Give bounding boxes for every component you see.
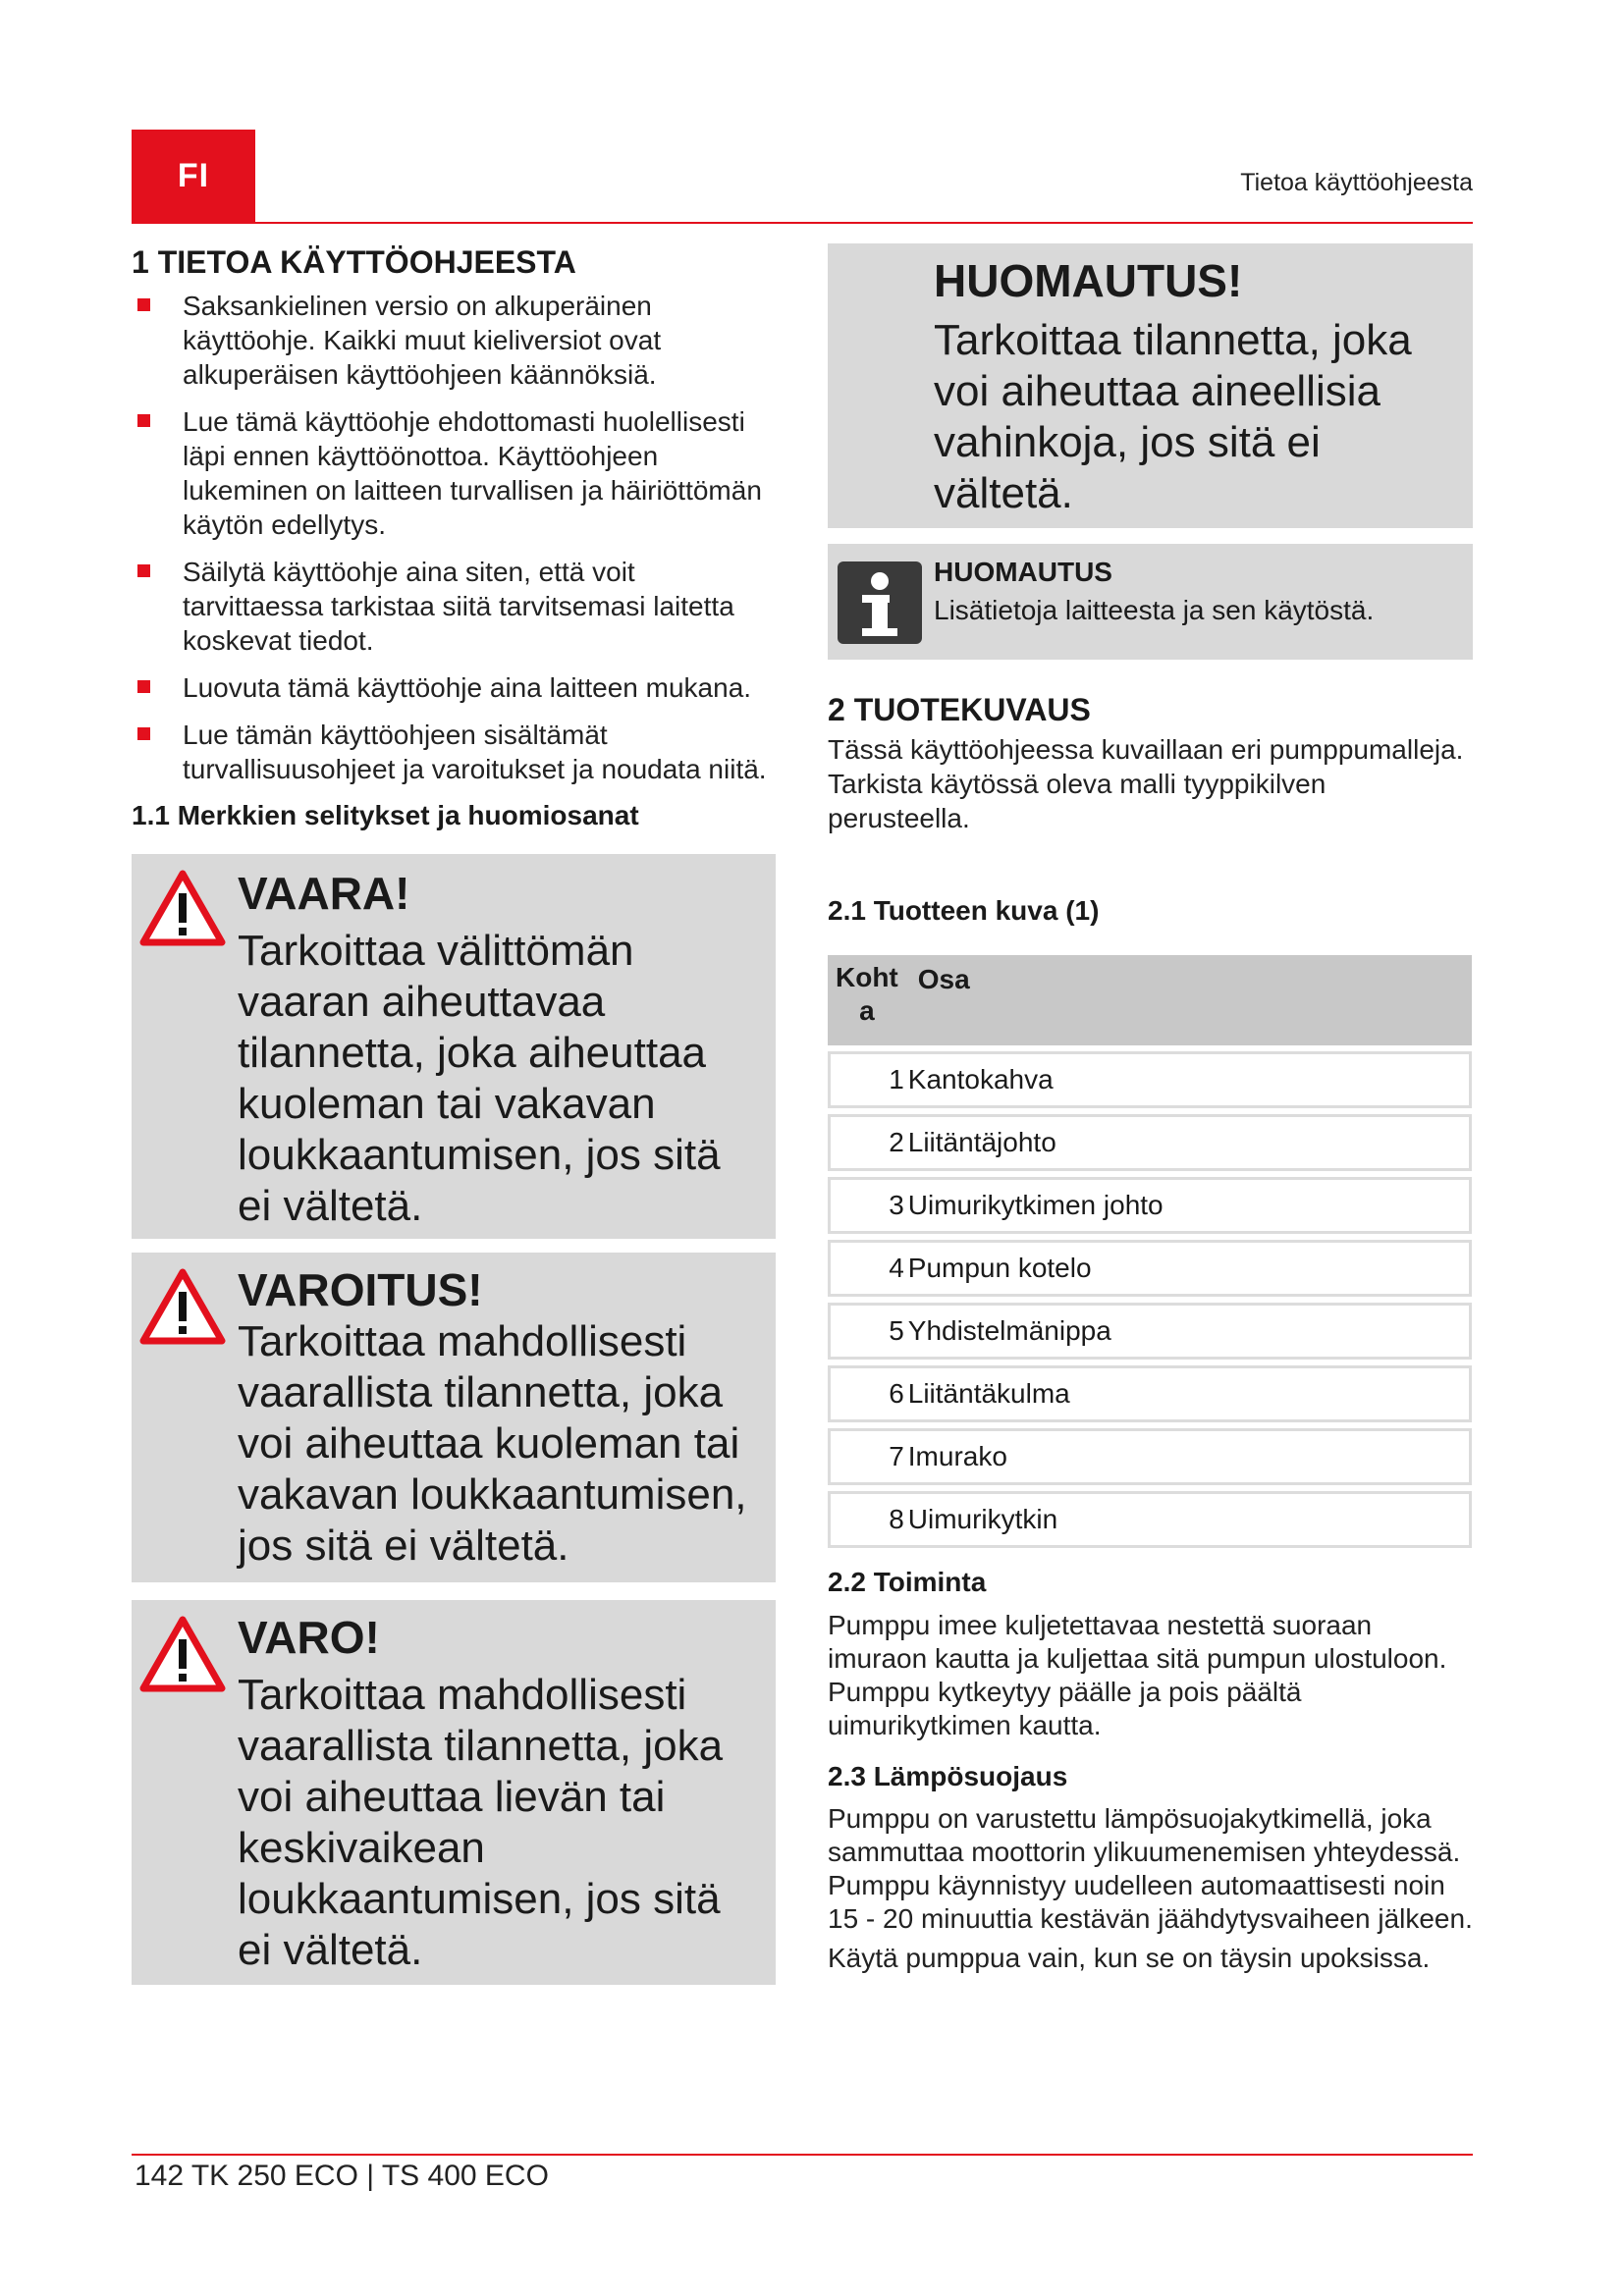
section-2-2-heading: 2.2 Toiminta: [828, 1566, 987, 1597]
part-name: Liitäntäjohto: [906, 1114, 1472, 1171]
parts-table: [828, 949, 1472, 1554]
table-row: [828, 1428, 1472, 1485]
part-number: 3: [828, 1177, 906, 1234]
section-1-heading: 1 TIETOA KÄYTTÖOHJEESTA: [132, 244, 576, 280]
table-row: [828, 1177, 1472, 1234]
page-footer: 142 TK 250 ECO | TS 400 ECO: [135, 2160, 549, 2192]
part-number: 8: [828, 1491, 906, 1548]
hazard-signal-word: VAROITUS!: [238, 1263, 483, 1315]
part-number: 4: [828, 1240, 906, 1297]
hazard-box-caution: [132, 1600, 776, 1985]
table-header-row: [828, 955, 1472, 1045]
list-item: Säilytä käyttöohje aina siten, että voit tarvittaessa tarkistaa siitä tarvitsemasi laitetta koskevat tiedot.: [132, 555, 776, 658]
bullet-square-icon: [137, 727, 150, 740]
list-item: Saksankielinen versio on alkuperäinen käyttöohje. Kaikki muut kieliversiot ovat alkuperäisen käyttöohjeen käännöksiä.: [132, 289, 776, 392]
part-name: Uimurikytkin: [906, 1491, 1472, 1548]
bullet-square-icon: [137, 414, 150, 427]
hazard-signal-word: VAARA!: [238, 867, 410, 919]
part-number: 1: [828, 1051, 906, 1108]
section-1-1-heading: 1.1 Merkkien selitykset ja huomiosanat: [132, 800, 639, 831]
hazard-signal-word: VARO!: [238, 1611, 380, 1663]
section-2-3-note: Käytä pumppua vain, kun se on täysin upoksissa.: [828, 1943, 1431, 1974]
table-row: [828, 1114, 1472, 1171]
notice-description: Tarkoittaa tilannetta, joka voi aiheuttaa aineellisia vahinkoja, jos sitä ei vältetä.: [934, 315, 1412, 517]
list-item: Luovuta tämä käyttöohje aina laitteen mukana.: [132, 670, 776, 705]
language-tab: FI: [132, 130, 255, 223]
warning-triangle-icon: [139, 868, 226, 948]
footer-rule: [132, 2154, 1473, 2156]
section-2-1-heading: 2.1 Tuotteen kuva (1): [828, 895, 1100, 927]
notice-signal-word: HUOMAUTUS!: [934, 255, 1243, 306]
running-header-title: Tietoa käyttöohjeesta: [1240, 169, 1473, 196]
part-name: Uimurikytkimen johto: [906, 1177, 1472, 1234]
part-name: Pumpun kotelo: [906, 1240, 1472, 1297]
hazard-description: Tarkoittaa mahdollisesti vaarallista tilannetta, joka voi aiheuttaa lievän tai keskivaikean loukkaantumisen, jos sitä ei vältetä.: [238, 1670, 724, 1974]
info-signal-word: HUOMAUTUS: [934, 557, 1112, 587]
left-column: [132, 243, 776, 1985]
info-box: [828, 544, 1473, 660]
part-number: 2: [828, 1114, 906, 1171]
hazard-description: Tarkoittaa välittömän vaaran aiheuttavaa tilannetta, joka aiheuttaa kuoleman tai vakavan loukkaantumisen, jos sitä ei vältetä.: [238, 926, 721, 1230]
hazard-description: Tarkoittaa mahdollisesti vaarallista tilannetta, joka voi aiheuttaa kuoleman tai vakavan loukkaantumisen, jos sitä ei vältetä.: [238, 1316, 747, 1570]
part-name: Liitäntäkulma: [906, 1365, 1472, 1422]
header-rule: [132, 222, 1473, 224]
bullet-list: [132, 289, 776, 786]
part-number: 5: [828, 1303, 906, 1360]
table-row: [828, 1365, 1472, 1422]
list-item: Lue tämä käyttöohje ehdottomasti huolellisesti läpi ennen käyttöönottoa. Käyttöohjeen lukeminen on laitteen turvallisen ja häiriöttömän käytön edellytys.: [132, 404, 776, 542]
info-description: Lisätietoja laitteesta ja sen käytöstä.: [934, 595, 1375, 625]
hazard-box-warning: [132, 1253, 776, 1582]
notice-box: [828, 243, 1473, 528]
bullet-square-icon: [137, 680, 150, 693]
section-2-3-text: Pumppu on varustettu lämpösuojakytkimellä, joka sammuttaa moottorin ylikuumenemisen yhteydessä. Pumppu käynnistyy uudelleen automaattisesti noin 15 - 20 minuuttia kestävän jäähdytysvaiheen jälkeen.: [828, 1803, 1473, 1935]
table-row: [828, 1491, 1472, 1548]
part-name: Yhdistelmänippa: [906, 1303, 1472, 1360]
warning-triangle-icon: [139, 1614, 226, 1694]
section-2-3-heading: 2.3 Lämpösuojaus: [828, 1760, 1068, 1791]
section-2-2-text: Pumppu imee kuljetettavaa nestettä suoraan imuraon kautta ja kuljettaa sitä pumpun ulostuloon. Pumppu kytkeytyy päälle ja pois päältä uimurikytkimen kautta.: [828, 1609, 1447, 1740]
right-column: [828, 243, 1473, 1975]
bullet-square-icon: [137, 564, 150, 577]
bullet-square-icon: [137, 298, 150, 311]
part-number: 6: [828, 1365, 906, 1422]
warning-triangle-icon: [139, 1266, 226, 1347]
column-header-position: Koht a: [828, 955, 906, 1045]
table-row: [828, 1240, 1472, 1297]
section-2-intro: Tässä käyttöohjeessa kuvaillaan eri pumppumalleja. Tarkista käytössä oleva malli tyyppikilven perusteella.: [828, 734, 1464, 834]
part-name: Imurako: [906, 1428, 1472, 1485]
hazard-box-danger: [132, 854, 776, 1239]
part-name: Kantokahva: [906, 1051, 1472, 1108]
table-row: [828, 1303, 1472, 1360]
part-number: 7: [828, 1428, 906, 1485]
list-item: Lue tämän käyttöohjeen sisältämät turvallisuusohjeet ja varoitukset ja noudata niitä.: [132, 718, 776, 786]
column-header-part: Osa: [906, 955, 1472, 1045]
section-2-heading: 2 TUOTEKUVAUS: [828, 692, 1091, 727]
table-row: [828, 1051, 1472, 1108]
info-icon: [836, 560, 924, 646]
